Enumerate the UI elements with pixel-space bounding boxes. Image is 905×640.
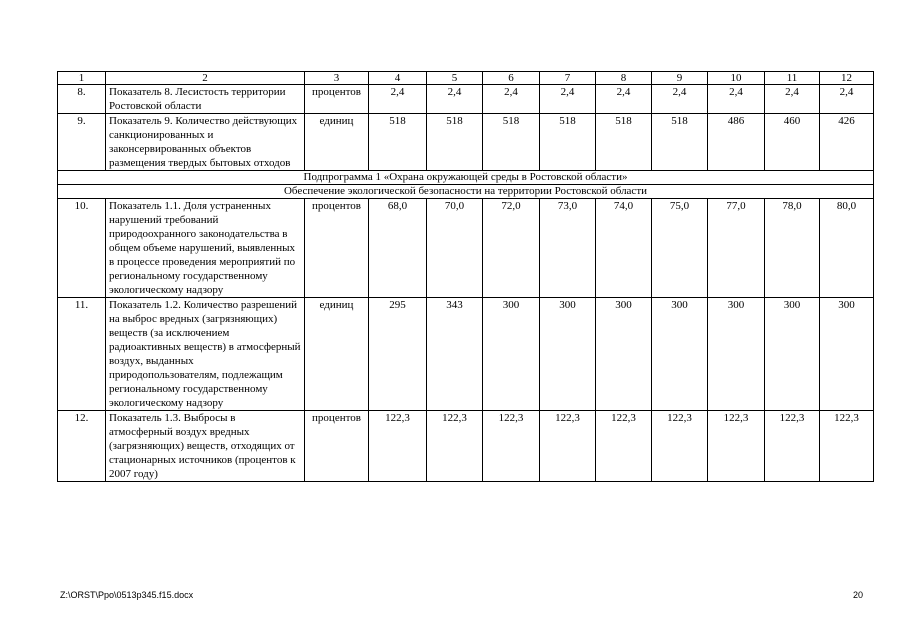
indicator-value: 70,0 — [427, 199, 483, 298]
indicator-unit: единиц — [305, 114, 369, 171]
indicator-value: 300 — [708, 298, 765, 411]
indicator-value: 2,4 — [820, 85, 874, 114]
subprogram-subtitle: Обеспечение экологической безопасности на территории Ростовской области — [58, 185, 874, 199]
table-row — [58, 199, 874, 298]
indicator-value: 486 — [708, 114, 765, 171]
indicator-value: 72,0 — [483, 199, 540, 298]
indicator-value: 2,4 — [369, 85, 427, 114]
indicator-name: Показатель 1.3. Выбросы в атмосферный воздух вредных (загрязняющих) веществ, отходящих от стационарных источников (процентов к 2007 году) — [106, 411, 305, 482]
column-number: 1 — [58, 72, 106, 85]
column-number: 12 — [820, 72, 874, 85]
indicator-value: 300 — [596, 298, 652, 411]
indicator-value: 300 — [483, 298, 540, 411]
indicator-value: 518 — [540, 114, 596, 171]
indicator-value: 300 — [765, 298, 820, 411]
section-title-row — [58, 171, 874, 185]
indicator-value: 2,4 — [652, 85, 708, 114]
page-number: 20 — [852, 590, 863, 600]
indicator-value: 2,4 — [483, 85, 540, 114]
indicator-name: Показатель 1.1. Доля устраненных нарушений требований природоохранного законодательства в общем объеме нарушений, выявленных в процессе проведения мероприятий по региональному государственному экологическому надзору — [106, 199, 305, 298]
table-row — [58, 114, 874, 171]
column-number: 10 — [708, 72, 765, 85]
column-number: 8 — [596, 72, 652, 85]
column-number-row — [58, 72, 874, 85]
indicator-value: 2,4 — [708, 85, 765, 114]
indicator-name: Показатель 9. Количество действующих санкционированных и законсервированных объектов размещения твердых бытовых отходов — [106, 114, 305, 171]
indicator-value: 300 — [820, 298, 874, 411]
indicator-unit: единиц — [305, 298, 369, 411]
indicator-value: 2,4 — [765, 85, 820, 114]
indicator-value: 2,4 — [596, 85, 652, 114]
row-number: 12. — [58, 411, 106, 482]
column-number: 5 — [427, 72, 483, 85]
indicator-value: 75,0 — [652, 199, 708, 298]
column-number: 9 — [652, 72, 708, 85]
indicator-value: 122,3 — [765, 411, 820, 482]
table-row — [58, 298, 874, 411]
file-path: Z:\ORST\Ppo\0513p345.f15.docx — [60, 590, 194, 600]
row-number: 9. — [58, 114, 106, 171]
indicator-value: 73,0 — [540, 199, 596, 298]
indicator-value: 122,3 — [708, 411, 765, 482]
column-number: 4 — [369, 72, 427, 85]
column-number: 3 — [305, 72, 369, 85]
indicator-value: 426 — [820, 114, 874, 171]
indicator-value: 122,3 — [540, 411, 596, 482]
subprogram-title: Подпрограмма 1 «Охрана окружающей среды в Ростовской области» — [58, 171, 874, 185]
table-row — [58, 85, 874, 114]
indicator-value: 74,0 — [596, 199, 652, 298]
indicator-value: 78,0 — [765, 199, 820, 298]
indicator-value: 300 — [540, 298, 596, 411]
indicator-value: 518 — [427, 114, 483, 171]
indicator-name: Показатель 8. Лесистость территории Ростовской области — [106, 85, 305, 114]
indicator-value: 518 — [652, 114, 708, 171]
column-number: 2 — [106, 72, 305, 85]
indicator-value: 77,0 — [708, 199, 765, 298]
row-number: 10. — [58, 199, 106, 298]
row-number: 8. — [58, 85, 106, 114]
indicator-value: 122,3 — [652, 411, 708, 482]
column-number: 6 — [483, 72, 540, 85]
indicator-unit: процентов — [305, 199, 369, 298]
indicator-value: 122,3 — [427, 411, 483, 482]
indicator-value: 122,3 — [369, 411, 427, 482]
indicator-value: 2,4 — [427, 85, 483, 114]
section-subtitle-row — [58, 185, 874, 199]
indicator-value: 2,4 — [540, 85, 596, 114]
indicators-table — [57, 71, 874, 482]
column-number: 7 — [540, 72, 596, 85]
indicator-value: 460 — [765, 114, 820, 171]
indicator-value: 122,3 — [483, 411, 540, 482]
indicator-value: 122,3 — [596, 411, 652, 482]
indicator-name: Показатель 1.2. Количество разрешений на выброс вредных (загрязняющих) веществ (за исключением радиоактивных веществ) в атмосферный воздух, выданных природопользователям, подлежащим региональному государственному экологическому надзору — [106, 298, 305, 411]
indicator-value: 518 — [596, 114, 652, 171]
indicator-unit: процентов — [305, 85, 369, 114]
indicator-value: 518 — [483, 114, 540, 171]
indicator-value: 122,3 — [820, 411, 874, 482]
table-row — [58, 411, 874, 482]
indicator-value: 300 — [652, 298, 708, 411]
indicator-value: 295 — [369, 298, 427, 411]
column-number: 11 — [765, 72, 820, 85]
indicator-value: 343 — [427, 298, 483, 411]
row-number: 11. — [58, 298, 106, 411]
indicator-value: 518 — [369, 114, 427, 171]
indicator-value: 80,0 — [820, 199, 874, 298]
indicator-value: 68,0 — [369, 199, 427, 298]
indicator-unit: процентов — [305, 411, 369, 482]
